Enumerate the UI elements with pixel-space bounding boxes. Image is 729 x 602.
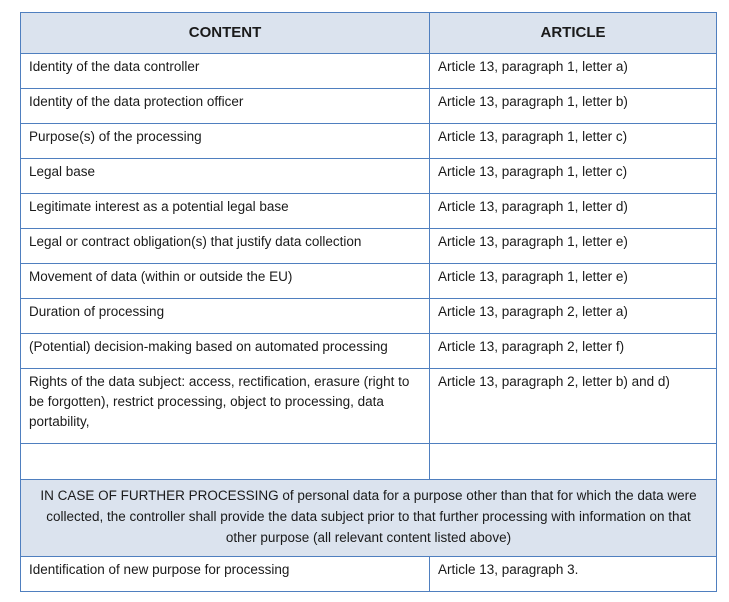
table-row [21, 264, 717, 299]
table-row [21, 334, 717, 369]
gdpr-information-table [20, 12, 717, 592]
table-row [21, 299, 717, 334]
empty-row [21, 444, 717, 480]
content-cell: Legitimate interest as a potential legal base [21, 194, 430, 229]
table-row [21, 229, 717, 264]
content-cell: Duration of processing [21, 299, 430, 334]
table-row [21, 557, 717, 592]
table-row [21, 159, 717, 194]
content-cell: Movement of data (within or outside the EU) [21, 264, 430, 299]
header-content: CONTENT [21, 13, 430, 54]
table-row [21, 89, 717, 124]
table-row [21, 54, 717, 89]
article-cell: Article 13, paragraph 1, letter e) [430, 264, 717, 299]
article-cell: Article 13, paragraph 1, letter d) [430, 194, 717, 229]
article-cell: Article 13, paragraph 1, letter b) [430, 89, 717, 124]
article-cell: Article 13, paragraph 1, letter c) [430, 159, 717, 194]
further-processing-note: IN CASE OF FURTHER PROCESSING of personal data for a purpose other than that for which the data were collected, the controller shall provide the data subject prior to that further processing with information on that other purpose (all relevant content listed above) [21, 480, 717, 557]
header-article: ARTICLE [430, 13, 717, 54]
content-cell: Purpose(s) of the processing [21, 124, 430, 159]
article-cell: Article 13, paragraph 1, letter a) [430, 54, 717, 89]
table-row [21, 194, 717, 229]
article-cell: Article 13, paragraph 1, letter c) [430, 124, 717, 159]
further-processing-row [21, 480, 717, 557]
content-cell: (Potential) decision-making based on automated processing [21, 334, 430, 369]
content-cell: Legal base [21, 159, 430, 194]
empty-cell [21, 444, 430, 480]
empty-cell [430, 444, 717, 480]
content-cell: Legal or contract obligation(s) that justify data collection [21, 229, 430, 264]
content-cell: Identity of the data controller [21, 54, 430, 89]
article-cell: Article 13, paragraph 2, letter f) [430, 334, 717, 369]
content-cell: Identity of the data protection officer [21, 89, 430, 124]
table-row [21, 124, 717, 159]
table-row [21, 369, 717, 444]
table-header-row [21, 13, 717, 54]
article-cell: Article 13, paragraph 2, letter b) and d) [430, 369, 717, 444]
article-cell: Article 13, paragraph 2, letter a) [430, 299, 717, 334]
content-cell: Rights of the data subject: access, rectification, erasure (right to be forgotten), restrict processing, object to processing, data portability, [21, 369, 430, 444]
article-cell: Article 13, paragraph 3. [430, 557, 717, 592]
article-cell: Article 13, paragraph 1, letter e) [430, 229, 717, 264]
content-cell: Identification of new purpose for processing [21, 557, 430, 592]
